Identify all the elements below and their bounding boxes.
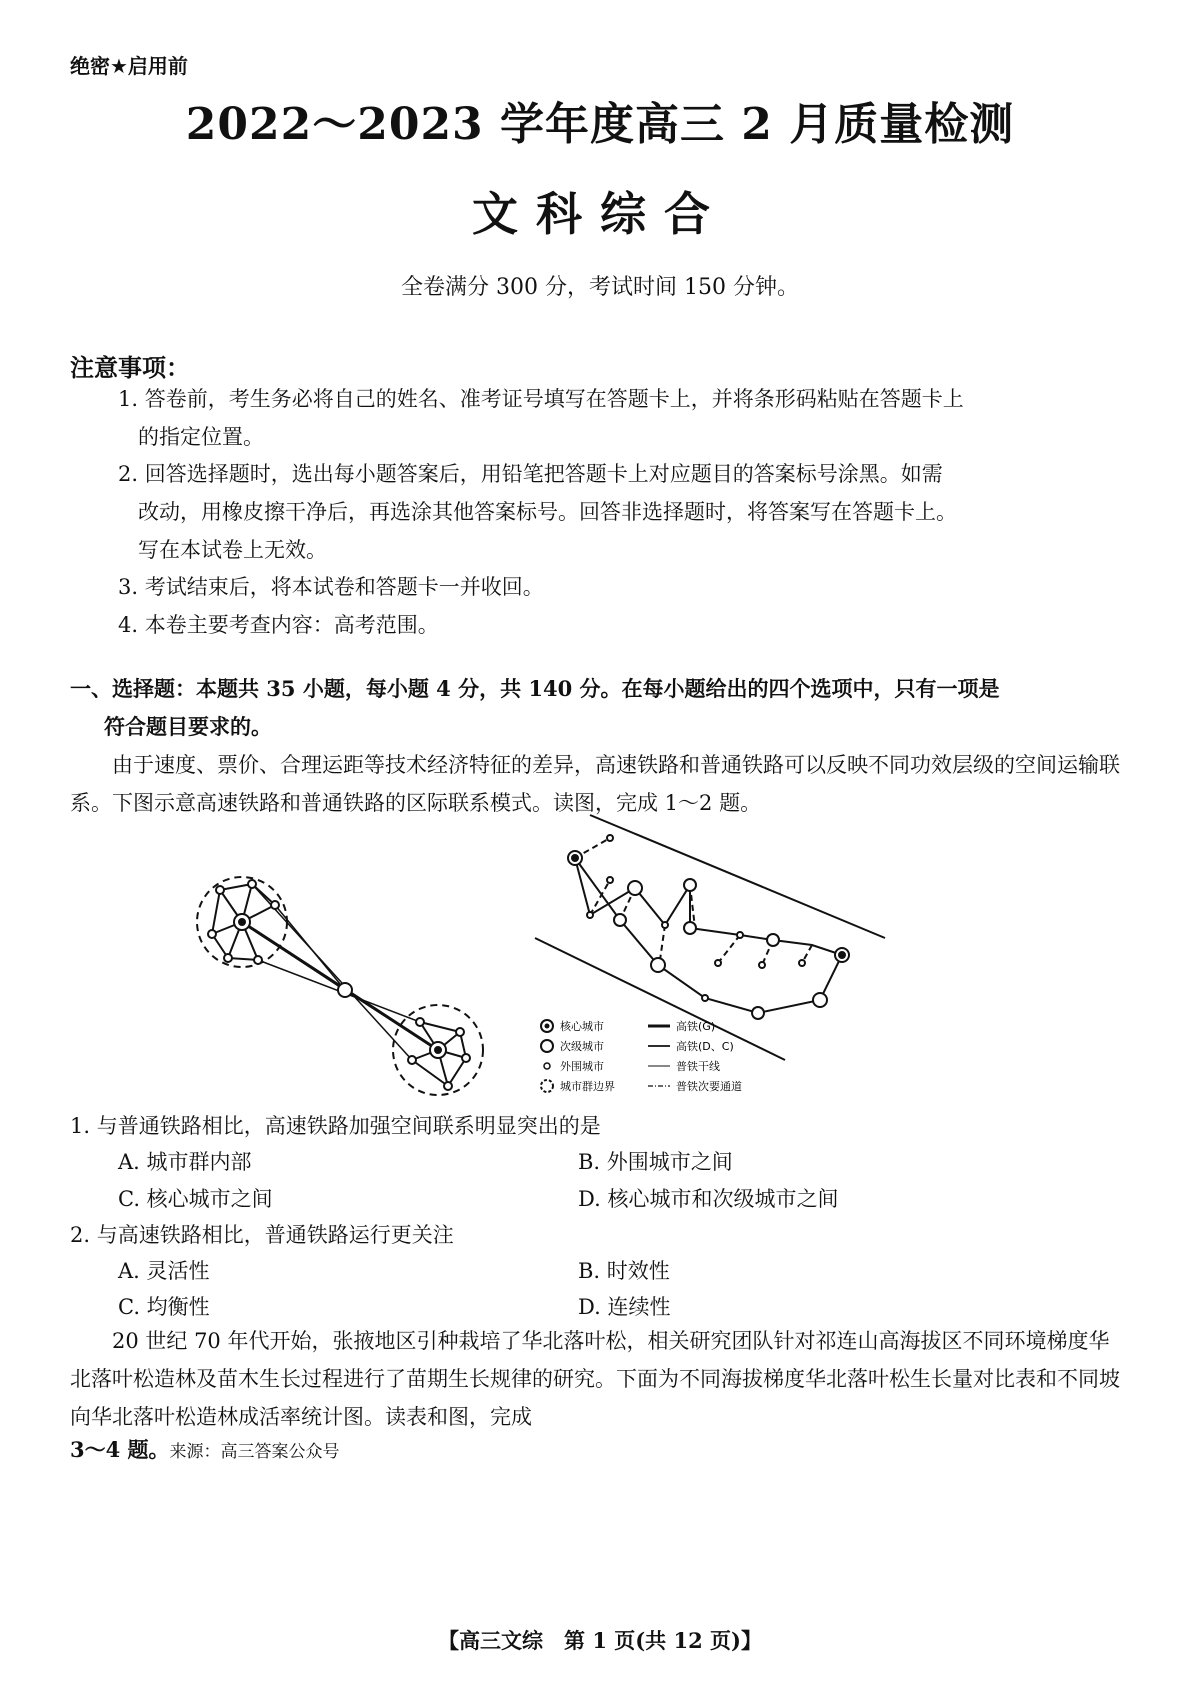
source-note: 来源：高三答案公众号 — [169, 1442, 340, 1462]
exam-title: 2022～2023 学年度高三 2 月质量检测 — [185, 99, 1015, 150]
score-line: 全卷满分 300 分，考试时间 150 分钟。 — [401, 275, 799, 300]
subject-title: 文科综合 — [472, 187, 728, 241]
intro-paragraph-2: 20 世纪 70 年代开始，张掖地区引种栽培了华北落叶松，相关研究团队针对祁连山高海拔区不同环境梯度华北落叶松造林及苗木生长过程进行了苗期生长规律的研究。下面为不同海拔梯度华北落叶松生长量对比表和不同坡向华北落叶松造林成活率统计图。读表和图，完成 — [70, 1329, 1120, 1429]
q2-option-a: A. 灵活性 — [118, 1259, 210, 1283]
intro-paragraph-1: 由于速度、票价、合理运距等技术经济特征的差异，高速铁路和普通铁路可以反映不同功效层级的空间运输联系。下图示意高速铁路和普通铁路的区际联系模式。读图，完成 1～2 题。 — [70, 753, 1120, 815]
q1-option-c: C. 核心城市之间 — [118, 1187, 273, 1211]
note-item-2: 2. 回答选择题时，选出每小题答案后，用铅笔把答题卡上对应题目的答案标号涂黑。如需 改动，用橡皮擦干净后，再选涂其他答案标号。回答非选择题时，将答案写在答题卡上。 写在本试卷上无效。 — [118, 462, 957, 562]
legend-minor: 普铁次要通道 — [676, 1080, 742, 1093]
note-item-4: 4. 本卷主要考查内容：高考范围。 — [118, 613, 439, 637]
legend-core: 核心城市 — [560, 1020, 604, 1033]
legend-peripheral: 外围城市 — [560, 1060, 604, 1073]
q2-option-c: C. 均衡性 — [118, 1295, 210, 1319]
diagram-legend — [541, 1019, 742, 1093]
q2-option-b: B. 时效性 — [578, 1259, 670, 1283]
legend-trunk: 普铁干线 — [676, 1060, 720, 1073]
note-item-1: 1. 答卷前，考生务必将自己的姓名、准考证号填写在答题卡上，并将条形码粘贴在答题卡上 的指定位置。 — [118, 387, 964, 449]
railway-diagram — [190, 810, 910, 1110]
legend-boundary: 城市群边界 — [560, 1080, 615, 1093]
confidential-mark: 绝密★启用前 — [70, 54, 188, 78]
page-footer: 【高三文综 第 1 页(共 12 页)】 — [438, 1628, 762, 1653]
question-2-stem: 2. 与高速铁路相比，普通铁路运行更关注 — [70, 1223, 454, 1247]
q1-option-b: B. 外围城市之间 — [578, 1150, 733, 1174]
legend-secondary: 次级城市 — [560, 1040, 604, 1053]
note-item-3: 3. 考试结束后，将本试卷和答题卡一并收回。 — [118, 575, 544, 599]
notes-heading: 注意事项： — [70, 354, 190, 382]
section-heading: 一、选择题：本题共 35 小题，每小题 4 分，共 140 分。在每小题给出的四个选项中，只有一项是 符合题目要求的。 — [70, 676, 1000, 739]
q2-option-d: D. 连续性 — [578, 1295, 671, 1319]
q1-option-d: D. 核心城市和次级城市之间 — [578, 1187, 839, 1211]
q1-option-a: A. 城市群内部 — [118, 1150, 252, 1174]
intro-tail: 3～4 题。来源：高三答案公众号 — [70, 1437, 340, 1462]
question-1-stem: 1. 与普通铁路相比，高速铁路加强空间联系明显突出的是 — [70, 1114, 601, 1138]
legend-hsr-dc: 高铁(D、C) — [676, 1040, 734, 1053]
legend-hsr-g: 高铁(G) — [676, 1020, 716, 1033]
